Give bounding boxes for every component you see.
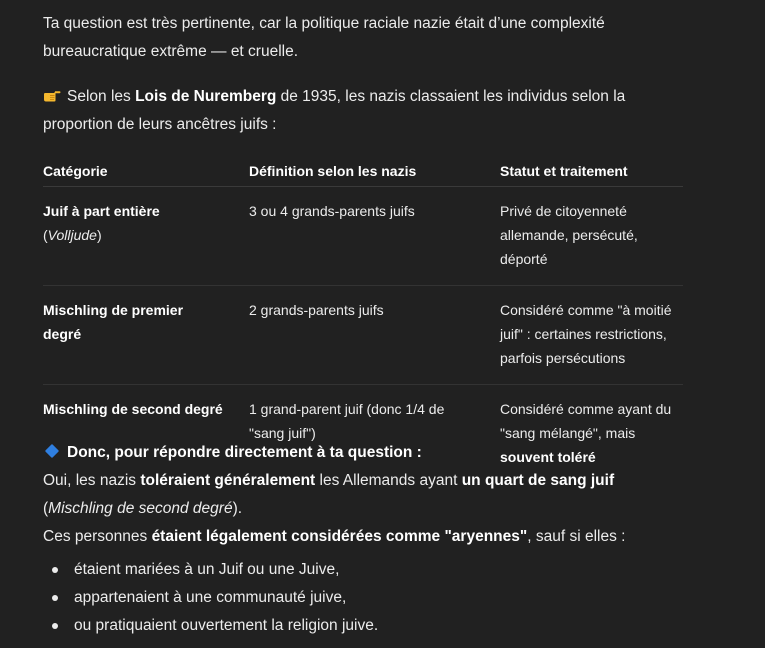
intro-line-1: Ta question est très pertinente, car la politique raciale nazie était d’une complexité (43, 15, 605, 32)
answer-l3-post: , sauf si elles : (527, 528, 626, 545)
answer-l2-italic: Mischling de second degré (48, 500, 233, 517)
answer-l1-bold-1: toléraient généralement (140, 472, 316, 489)
laws-post: de 1935, les nazis classaient les individus selon la (276, 88, 626, 105)
row-definition: 3 ou 4 grands-parents juifs (249, 187, 500, 286)
paren-close: ) (96, 227, 102, 243)
intro-paragraph (43, 10, 605, 66)
header-statut: Statut et traitement (500, 156, 683, 187)
row-definition: 1 grand-parent juif (donc 1/4 de "sang juif") (249, 401, 445, 441)
answer-heading (43, 439, 422, 467)
answer-l3-bold: étaient légalement considérées comme "aryennes" (151, 528, 528, 545)
answer-heading-text: Donc, pour répondre directement à ta question : (67, 444, 422, 461)
intro-line-2: bureaucratique extrême — et cruelle. (43, 43, 299, 60)
header-definition: Définition selon les nazis (249, 156, 500, 187)
answer-l1-bold-2: un quart de sang juif (461, 472, 615, 489)
table-header-row (43, 156, 683, 187)
row-definition: 2 grands-parents juifs (249, 286, 500, 385)
status-text: Considéré comme "à moitié juif" : certaines restrictions, parfois persécutions (500, 302, 672, 366)
laws-paragraph (43, 83, 625, 139)
answer-l3-pre: Ces personnes (43, 528, 152, 545)
answer-l1-mid: les Allemands ayant (315, 472, 462, 489)
category-name: Mischling de premier degré (43, 302, 184, 342)
status-bold: souvent toléré (500, 449, 596, 465)
laws-line-2: proportion de leurs ancêtres juifs : (43, 116, 277, 133)
answer-l1-pre: Oui, les nazis (43, 472, 141, 489)
status-text: Considéré comme ayant du "sang mélangé", mais (500, 401, 672, 441)
pointing-hand-icon (43, 88, 61, 102)
category-name: Juif à part entière (43, 203, 160, 219)
table-row (43, 187, 683, 286)
list-item: étaient mariées à un Juif ou une Juive, (43, 556, 378, 584)
row-category (43, 286, 249, 385)
row-status (500, 286, 683, 385)
category-name: Mischling de second degré (43, 401, 223, 417)
status-text: Privé de citoyenneté allemande, persécuté, déporté (500, 203, 638, 267)
category-german-term: Volljude (47, 227, 97, 243)
row-status (500, 187, 683, 286)
answer-l2-close: ). (232, 500, 243, 517)
list-item: ou pratiquaient ouvertement la religion juive. (43, 612, 378, 640)
classification-table (43, 156, 683, 483)
conditions-list (43, 556, 378, 640)
table-row (43, 286, 683, 385)
blue-diamond-icon (45, 444, 59, 458)
row-category (43, 187, 249, 286)
paren-open: ( (43, 227, 48, 243)
answer-l2-open: ( (43, 500, 49, 517)
laws-bold: Lois de Nuremberg (135, 88, 277, 105)
list-item: appartenaient à une communauté juive, (43, 584, 378, 612)
answer-paragraph (43, 467, 625, 551)
header-categorie: Catégorie (43, 156, 249, 187)
laws-pre: Selon les (67, 88, 136, 105)
